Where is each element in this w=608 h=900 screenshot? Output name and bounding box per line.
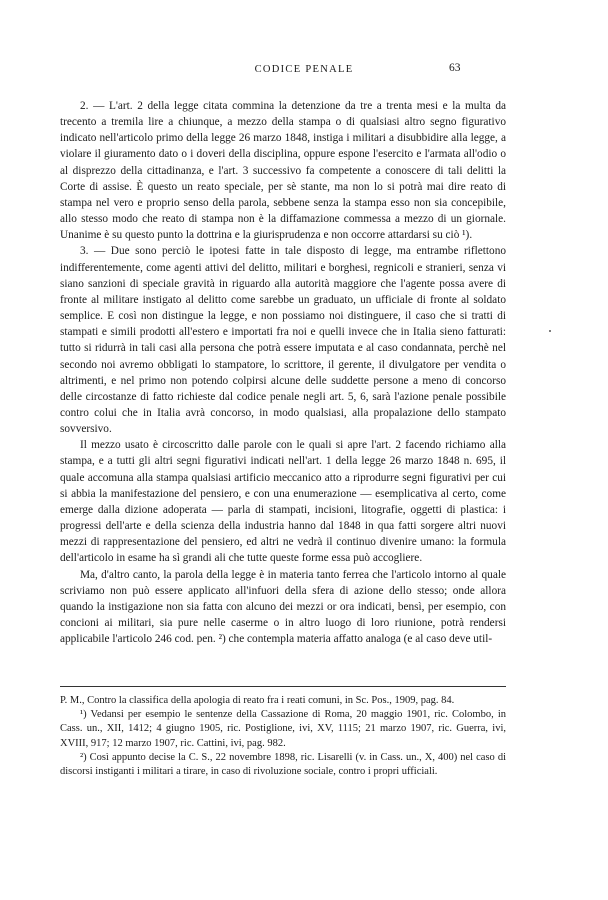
footnote-2: ²) Così appunto decise la C. S., 22 novembre 1898, ric. Lisarelli (v. in Cass. un., X, 400) nel caso di discorsi instiganti i militari a tirare, in caso di rivoluzione sociale, contro i propri ufficiali. [60, 751, 506, 778]
paragraph-section-2: 2. — L'art. 2 della legge citata commina la detenzione da tre a trenta mesi e la multa da trecento a tremila lire a chiunque, a mezzo della stampa o di qualsiasi altro segno figurativo indicato nell'articolo primo della legge 26 marzo 1848, instiga i militari a disubbidire alla legge, a violare il giuramento dato o i doveri della disciplina, oppure espone l'esercito e l'armata all'odio o al disprezzo della cittadinanza, e l'art. 3 successivo fa competente a conoscere di tali delitti la Corte di assise. È questo un reato speciale, per sè stante, ma non lo si potrà mai dire reato di stampa nel vero e proprio senso della parola, sebbene senza la stampa esso non sia concepibile, allo stesso modo che reato di stampa non è la diffamazione commessa a mezzo di un giornale. Unanime è su questo punto la dottrina e la giurisprudenza e non occorre attardarsi su ciò ¹). [60, 100, 506, 242]
paragraph-means-used: Il mezzo usato è circoscritto dalle parole con le quali si apre l'art. 2 facendo richiamo alla stampa, e a tutti gli altri segni figurativi indicati nell'art. 1 della legge 26 marzo 1848 n. 695, il quale accomuna alla stampa qualsiasi artificio meccanico atto a riprodurre segni figurativi per cui si abbia la manifestazione del pensiero, e con una enumerazione — esemplicativa al certo, come emerge dalla dizione adoperata — parla di stampati, incisioni, litografie, oggetti di plastica: i progressi dell'arte e della scienza della industria hanno dal 1848 in qua fatti sorgere altri nuovi mezzi di rappresentazione del pensiero, ed altri ne vedrà il continuo divenire umano: la formula dell'articolo in esame ha sì grandi ali che tutte queste forme essa può accogliere. [60, 439, 506, 565]
footnote-continuation: P. M., Contro la classifica della apologia di reato fra i reati comuni, in Sc. Pos., 1909, pag. 84. [60, 695, 455, 706]
body-text [60, 98, 506, 647]
margin-speck [549, 330, 551, 332]
running-title: CODICE PENALE [254, 64, 354, 75]
page-number: 63 [449, 62, 461, 74]
paragraph-other-hand: Ma, d'altro canto, la parola della legge è in materia tanto ferrea che l'articolo intorno al quale scriviamo non può essere applicato all'infuori della sfera di azione dello stesso; onde allora quando la instigazione non sia fatta con alcuno dei mezzi or ora indicati, bensì, per esempio, con concioni ai militari, sia pure nelle caserme o in altro luogo di loro riunione, potrà rendersi applicabile l'articolo 246 cod. pen. ²) che contempla materia affatto analoga (e al caso deve util- [60, 568, 506, 646]
footnote-divider [60, 686, 506, 687]
paragraph-section-3: 3. — Due sono perciò le ipotesi fatte in tale disposto di legge, ma entrambe riflettono indifferentemente, come agenti attivi del delitto, militari e borghesi, regnicoli e stranieri, senza vi siano sanzioni di speciale gravità in riguardo alla autorità maggiore che l'agente possa avere di fronte al militare instigato al delitto come sarebbe un graduato, un ufficiale di fronte al soldato semplice. E così non distingue la legge, e non possiamo noi distinguere, il caso che si tratti di stampati e simili prodotti all'estero e importati fra noi e quelli invece che in Italia sieno fatturati: tutto si ridurrà in tali casi alla persona che potrà essere imputata e al caso condannata, perchè nel secondo noi avremo obbligati lo stampatore, lo scrittore, il gerente, il divulgatore per vendita o altrimenti, e nel primo non potendo colpirsi alcune delle suddette persone a meno di concorso delle circostanze di fatto richieste dal codice penale negli art. 5, 6, sarà l'azione penale possibile contro colui che in Italia avrà concorso, in modo qualsiasi, alla propalazione dello stampato sovversivo. [60, 245, 506, 436]
footnotes [60, 694, 506, 779]
footnote-1: ¹) Vedansi per esempio le sentenze della Cassazione di Roma, 20 maggio 1901, ric. Colombo, in Cass. un., XII, 1412; 4 giugno 1905, ric. Postiglione, ivi, XV, 1115; 21 marzo 1907, ric. Guerra, ivi, XVIII, 917; 12 marzo 1907, ric. Cattini, ivi, pag. 982. [60, 709, 506, 749]
